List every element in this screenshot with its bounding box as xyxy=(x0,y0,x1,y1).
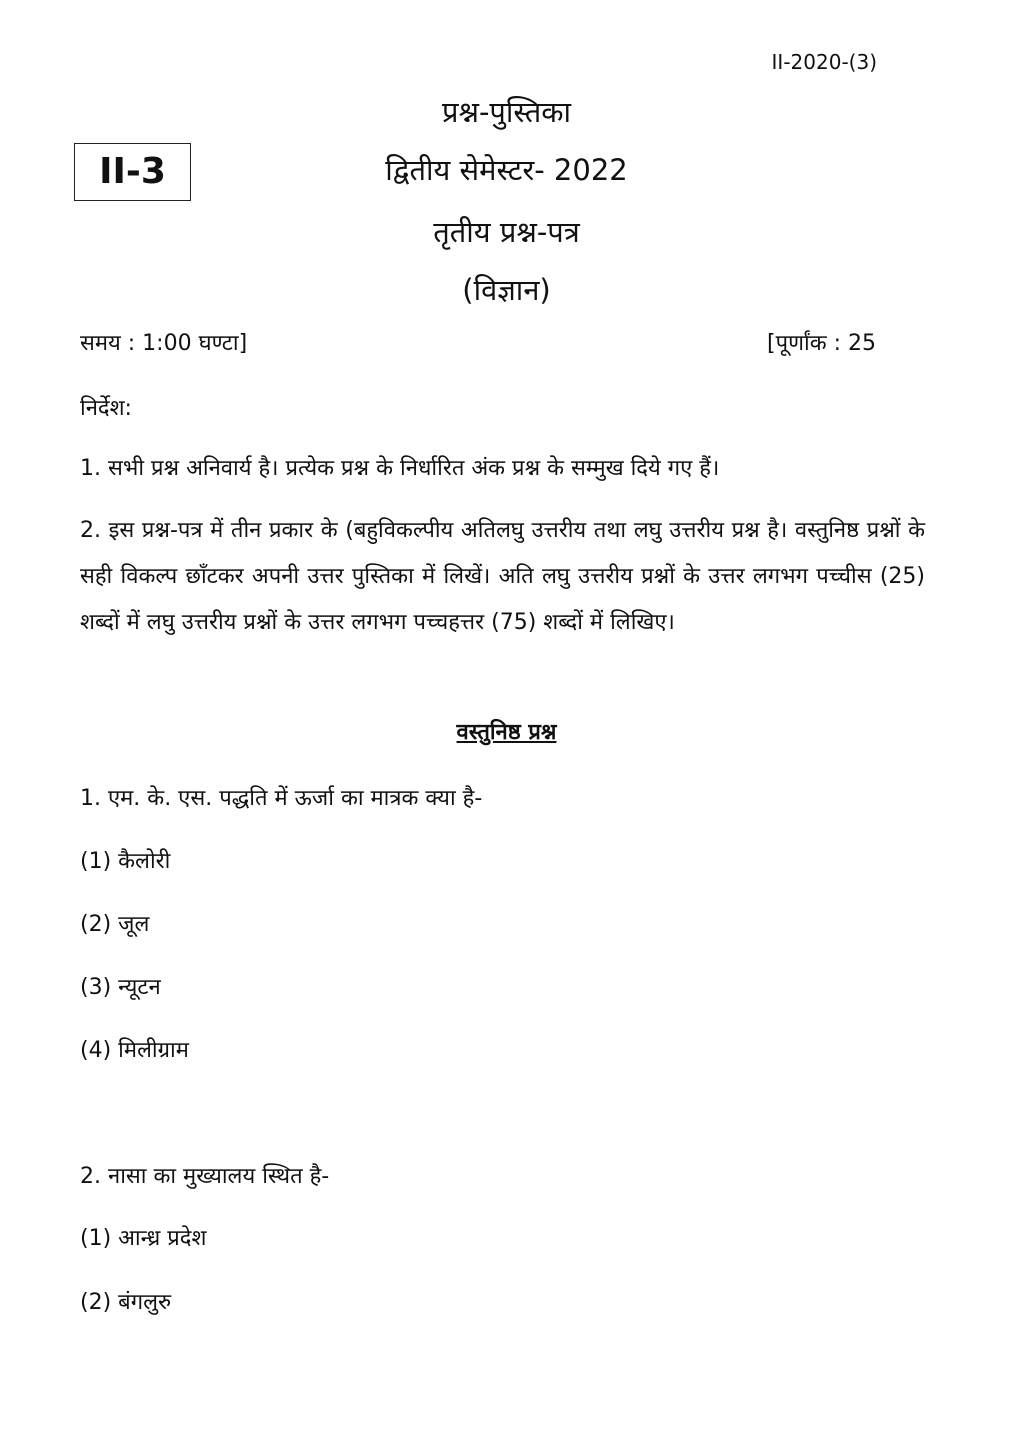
max-marks-label: [पूर्णांक : 25 xyxy=(767,331,876,356)
paper-code: II-2020-(3) xyxy=(771,50,877,74)
question-1-option-3: (3) न्यूटन xyxy=(80,975,161,1000)
question-1-option-1: (1) कैलोरी xyxy=(80,849,171,874)
subject-title: (विज्ञान) xyxy=(462,273,551,307)
semester-title: द्वितीय सेमेस्टर- 2022 xyxy=(385,153,628,187)
instruction-item-2: 2. इस प्रश्न-पत्र में तीन प्रकार के (बहुविकल्पीय अतिलघु उत्तरीय तथा लघु उत्तरीय प्रश्न है। वस्तुनिष्ठ प्रश्नों के सही विकल्प छाँटकर अपनी उत्तर पुस्तिका में लिखें। अति लघु उत्तरीय प्रश्नों के उत्तर लगभग पच्चीस (25) शब्दों में लघु उत्तरीय प्रश्नों के उत्तर लगभग पच्चहत्तर (75) शब्दों में लिखिए। xyxy=(80,518,925,635)
box-code: II-3 xyxy=(74,143,191,201)
instructions-title: निर्देश: xyxy=(80,396,132,421)
time-label: समय : 1:00 घण्टा] xyxy=(80,331,248,356)
section-title: वस्तुनिष्ठ प्रश्न xyxy=(456,720,557,745)
paper-title: तृतीय प्रश्न-पत्र xyxy=(433,215,580,249)
booklet-title: प्रश्न-पुस्तिका xyxy=(441,95,572,129)
question-1: 1. एम. के. एस. पद्धति में ऊर्जा का मात्रक क्या है- xyxy=(80,786,483,811)
question-2: 2. नासा का मुख्यालय स्थित है- xyxy=(80,1164,330,1189)
question-2-option-2: (2) बंगलुरु xyxy=(80,1290,172,1315)
question-1-option-4: (4) मिलीग्राम xyxy=(80,1038,189,1063)
question-2-option-1: (1) आन्ध्र प्रदेश xyxy=(80,1226,207,1251)
instruction-item-1: 1. सभी प्रश्न अनिवार्य है। प्रत्येक प्रश्न के निर्धारित अंक प्रश्न के सम्मुख दिये गए हैं। xyxy=(80,456,720,481)
question-1-option-2: (2) जूल xyxy=(80,912,150,937)
